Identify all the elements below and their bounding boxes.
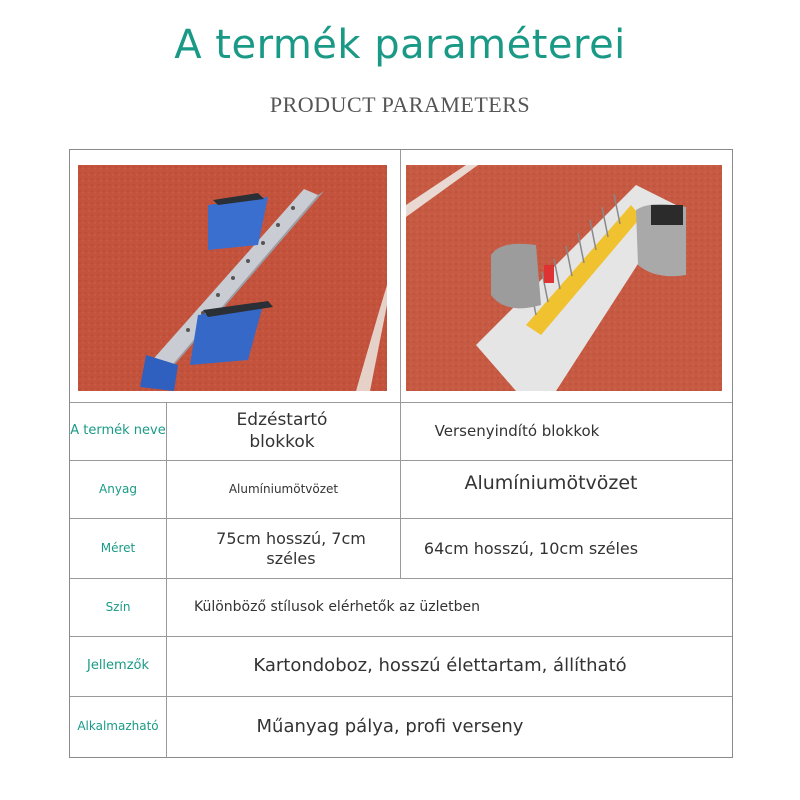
parameters-table [69,149,733,758]
competition-product-name: Versenyindító blokkok [434,422,600,441]
training-size: 75cm hosszú, 7cm széles [216,528,366,568]
training-product-name: Edzéstartó blokkok [236,410,328,452]
color-value: Különböző stílusok elérhetők az üzletben [193,598,481,615]
competition-size: 64cm hosszú, 10cm széles [423,538,639,558]
training-material: Alumíniumötvözet [228,482,339,496]
training-block-photo [78,165,387,391]
label-product-name: A termék neve [70,423,166,439]
label-features: Jellemzők [86,658,150,674]
label-size: Méret [100,540,136,555]
competition-block-photo [406,165,722,391]
competition-material: Alumíniumötvözet [464,471,638,494]
page-subtitle: PRODUCT PARAMETERS [269,92,531,117]
label-color: Szín [105,599,131,614]
label-material: Anyag [99,481,137,496]
applicable-value: Műanyag pálya, profi verseny [256,715,524,737]
label-applicable: Alkalmazható [77,719,159,734]
page-title: A termék paraméterei [174,22,626,68]
features-value: Kartondoboz, hosszú élettartam, állítható [253,655,627,677]
